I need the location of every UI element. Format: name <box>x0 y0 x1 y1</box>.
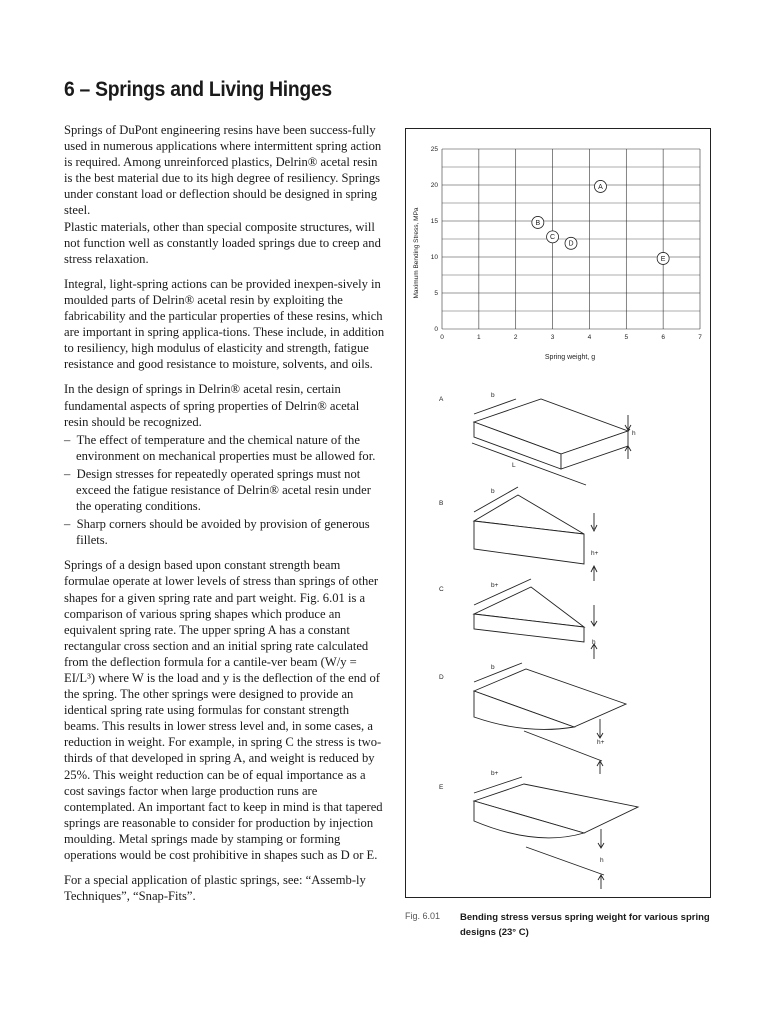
dim-label: b <box>491 664 495 671</box>
x-tick-label: 4 <box>587 334 592 341</box>
page-title: 6 – Springs and Living Hinges <box>64 78 332 101</box>
x-tick-label: 5 <box>624 334 629 341</box>
x-tick-label: 2 <box>513 334 518 341</box>
bullet-item: – Sharp corners should be avoided by provision of generous fillets. <box>64 516 386 548</box>
dim-label: h <box>592 639 596 646</box>
data-point-label: D <box>568 240 574 248</box>
data-point-label: B <box>535 219 541 227</box>
dim-label: h <box>632 430 636 437</box>
shape-letter: C <box>439 586 444 593</box>
shape-letter: B <box>439 500 444 507</box>
y-tick-label: 0 <box>434 326 438 333</box>
data-point <box>532 216 544 228</box>
data-point-label: A <box>598 183 603 191</box>
shape-letter: E <box>439 784 444 791</box>
x-tick-label: 3 <box>550 334 555 341</box>
y-tick-label: 10 <box>430 254 438 261</box>
dim-label: h+ <box>591 550 599 557</box>
spring-shape-d <box>474 663 626 774</box>
x-tick-label: 1 <box>477 334 481 341</box>
dim-label: h <box>600 857 604 864</box>
dim-label: h+ <box>597 739 605 746</box>
paragraph-1: Springs of DuPont engineering resins have been success-fully used in numerous applications where intermittent spring action is required. Among unreinforced plastics, Delrin® acetal resin is the best material due to its high degree of resiliency. Springs under constant load or deflection should be designed in spring steel. <box>64 123 382 218</box>
data-point <box>594 180 606 192</box>
paragraph-3: In the design of springs in Delrin® acetal resin, certain fundamental aspects of spring properties of Delrin® acetal resin should be recognized. <box>64 382 360 429</box>
paragraph-1b: Plastic materials, other than special composite structures, will not function well as constantly loaded springs due to creep and stress relaxation. <box>64 219 381 266</box>
paragraph-4: Springs of a design based upon constant strength beam formulae operate at lower levels of stress than springs of other shapes for a given spring rate and part weight. Fig. 6.01 is a comparison of various spring shapes which produce an equivalent spring rate. The upper spring A has a constant rectangular cross section and an initial spring rate calculated from the deflection formula for a cantile-ver beam (W/y = EI/L³) where W is the load and y is the deflection of the end of the spring. The other springs were designed to provide an identical spring rate using formulas for constant strength beams. This results in lower stress level and, in some cases, a reduction in weight. For example, in spring C the stress is two-thirds of that developed in spring A, and weight is reduced by 25%. This weight reduction can be of equal importance as a cost savings factor when large production runs are contemplated. An important fact to keep in mind is that tapered springs are reasonable to consider for production by injection moulding. Metal springs made by stamping or forming operations would be cost prohibitive in shapes such as D or E. <box>64 558 383 863</box>
data-point-label: E <box>660 255 666 263</box>
dim-label: b <box>491 488 495 495</box>
bullet-item: – The effect of temperature and the chemical nature of the environment on mechanical properties must be allowed for. <box>64 432 386 464</box>
x-tick-labels <box>440 334 702 341</box>
figure-number: Fig. 6.01 <box>405 911 441 921</box>
y-tick-labels <box>431 146 439 333</box>
dim-label: b <box>491 392 495 399</box>
y-tick-label: 20 <box>430 182 438 189</box>
y-tick-label: 15 <box>430 218 438 225</box>
body-text-column <box>64 122 386 913</box>
data-point <box>657 252 669 264</box>
y-axis-label: Maximum Bending Stress, MPa <box>413 207 420 299</box>
dim-label: L <box>512 462 516 469</box>
paragraph-2: Integral, light-spring actions can be provided inexpen-sively in moulded parts of Delrin® acetal resin by exploiting the fabricability and the particular properties of these resins, which are important in spring applica-tions. These include, in addition to resiliency, high modulus of elasticity and strength, fatigue resistance and good resistance to moisture, solvents, and oils. <box>64 276 385 372</box>
figure-svg <box>406 129 712 899</box>
bullet-item: – Design stresses for repeatedly operated springs must not exceed the fatigue resistance of Delrin® acetal resin under the operating conditions. <box>64 466 386 514</box>
spring-shape-c <box>474 579 597 659</box>
paragraph-5: For a special application of plastic springs, see: “Assemb-ly Techniques”, “Snap-Fits”. <box>64 873 366 904</box>
x-tick-label: 7 <box>698 334 702 341</box>
figure-box <box>405 128 711 898</box>
shape-letter: D <box>439 674 444 681</box>
data-point <box>565 237 577 249</box>
x-tick-label: 0 <box>440 334 444 341</box>
spring-shape-diagrams <box>472 399 638 889</box>
scatter-chart <box>413 146 702 361</box>
spring-shape-b <box>474 487 597 581</box>
dim-label: b+ <box>491 770 499 777</box>
shape-letter: A <box>439 396 444 403</box>
dim-label: b+ <box>491 582 499 589</box>
y-tick-label: 5 <box>434 290 438 297</box>
x-tick-label: 6 <box>661 334 665 341</box>
y-tick-label: 25 <box>430 146 438 153</box>
data-point-label: C <box>550 234 556 242</box>
bullet-list <box>64 432 386 549</box>
spring-shape-e <box>474 777 638 889</box>
spring-shape-a <box>472 399 631 485</box>
figure-caption: Bending stress versus spring weight for various spring designs (23° C) <box>460 912 710 938</box>
data-point <box>547 231 559 243</box>
x-axis-label: Spring weight, g <box>544 354 596 361</box>
